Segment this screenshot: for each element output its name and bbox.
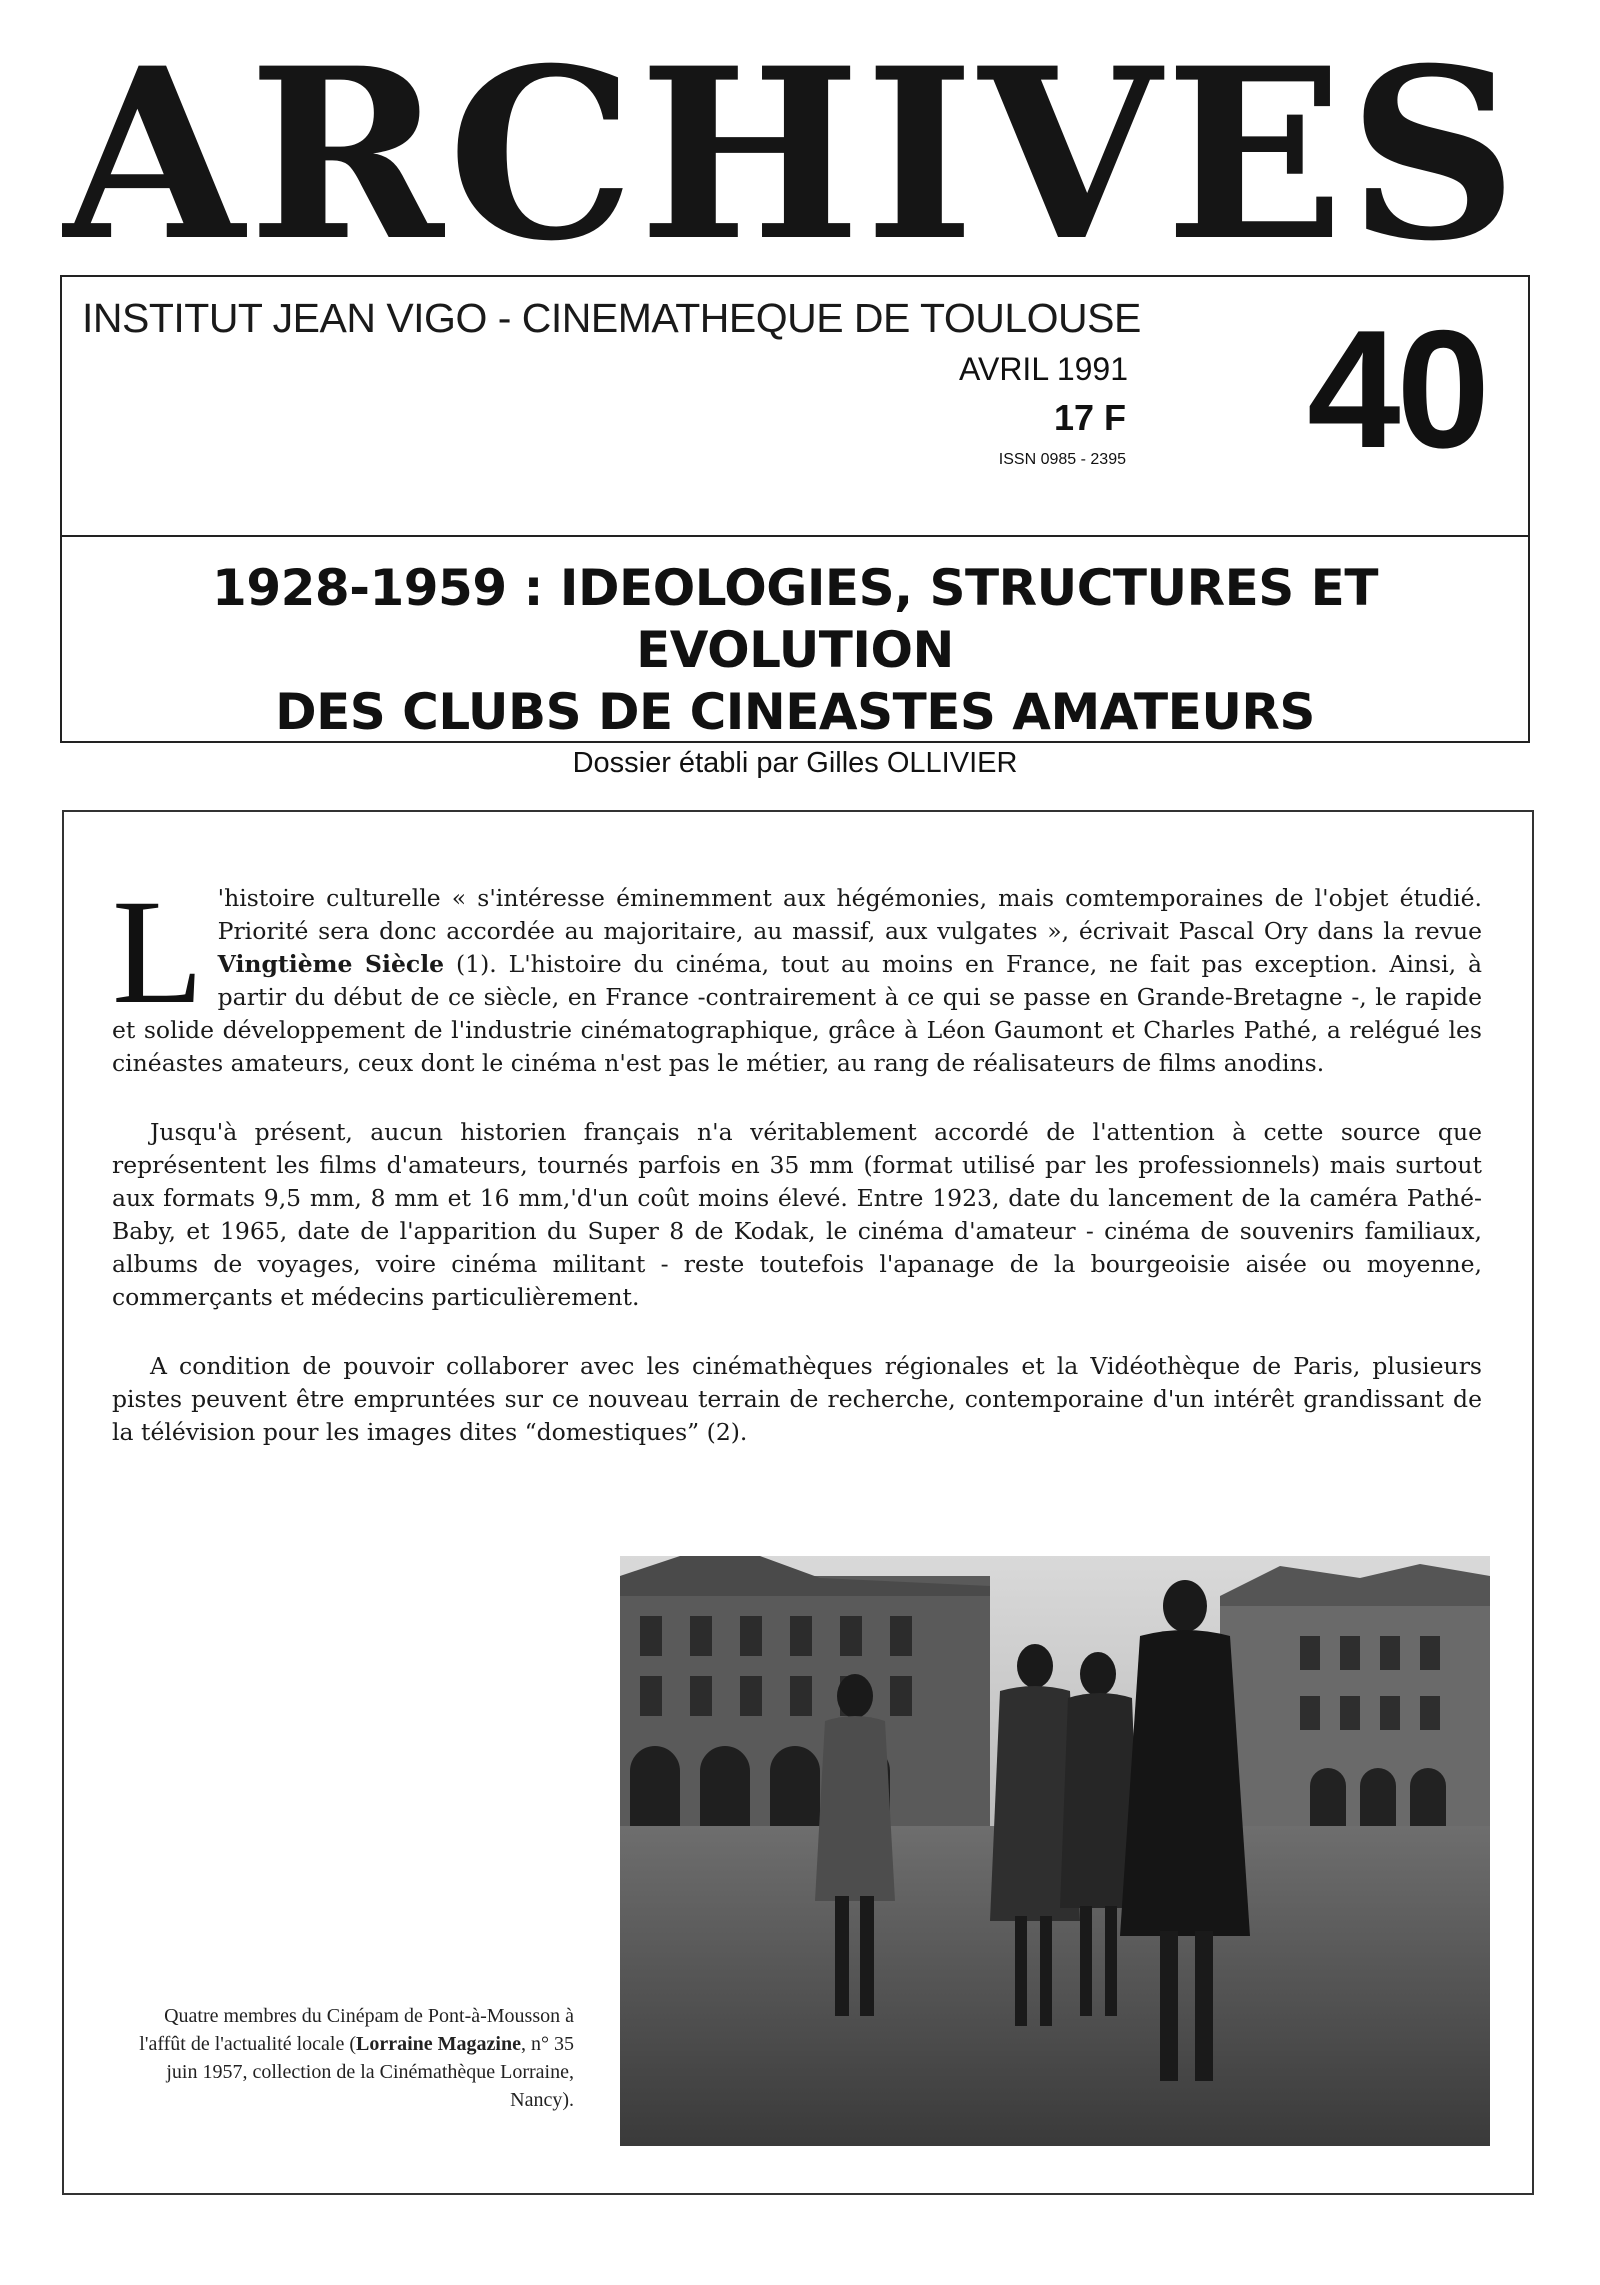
- issue-date: AVRIL 1991: [959, 351, 1128, 387]
- dossier-title-line-1: 1928-1959 : IDEOLOGIES, STRUCTURES ET EVOLUTION: [212, 559, 1378, 679]
- dossier-title-box: [60, 537, 1530, 779]
- archive-photo: [620, 1556, 1490, 2146]
- dossier-title-line-2: DES CLUBS DE CINEASTES AMATEURS: [275, 683, 1315, 741]
- article-text: [112, 869, 1482, 1485]
- article-frame: [62, 810, 1534, 2195]
- header-box: [60, 275, 1530, 537]
- photo-illustration: [620, 1556, 1490, 2146]
- article-paragraph-1: [112, 869, 1482, 1080]
- drop-cap: L: [112, 869, 204, 1035]
- caption-magazine: Lorraine Magazine: [356, 2033, 521, 2055]
- paragraph-1-text-a: 'histoire culturelle « s'intéresse éminemment aux hégémonies, mais comtemporaines de l'objet étudié. Priorité sera donc accordée au majoritaire, au massif, aux vulgates », écrivait Pascal Ory dans la revue: [217, 884, 1482, 945]
- caption-text-a: Quatre membres du Cinépam de Pont-à-Mousson à l'affût de l'actualité locale (: [139, 2005, 574, 2055]
- issue-number: 40: [1307, 295, 1486, 483]
- masthead-title: ARCHIVES: [62, 40, 1522, 270]
- institute-name: INSTITUT JEAN VIGO - CINEMATHEQUE DE TOULOUSE: [82, 295, 1141, 341]
- issn: ISSN 0985 - 2395: [998, 451, 1126, 468]
- caption-text-b: , n° 35 juin 1957, collection de la Cinémathèque Lorraine, Nancy).: [166, 2033, 574, 2111]
- article-paragraph-3: A condition de pouvoir collaborer avec les cinémathèques régionales et la Vidéothèque de Paris, plusieurs pistes peuvent être empruntées sur ce nouveau terrain de recherche, contemporaine d'un intérêt grandissant de la télévision pour les images dites “domestiques” (2).: [112, 1352, 1482, 1446]
- issue-price: 17 F: [1053, 397, 1126, 438]
- dossier-byline: Dossier établi par Gilles OLLIVIER: [572, 747, 1018, 779]
- journal-title: Vingtième Siècle: [217, 950, 445, 978]
- photo-caption: [114, 2002, 574, 2114]
- article-paragraph-2: Jusqu'à présent, aucun historien français n'a véritablement accordé de l'attention à cette source que représentent les films d'amateurs, tournés parfois en 35 mm (format utilisé par les professionnels) mais surtout aux formats 9,5 mm, 8 mm et 16 mm,'d'un coût moins élevé. Entre 1923, date du lancement de la caméra Pathé-Baby, et 1965, date de l'apparition du Super 8 de Kodak, le cinéma d'amateur - cinéma de souvenirs familiaux, albums de voyages, voire cinéma militant - reste toutefois l'apanage de la bourgeoisie aisée ou moyenne, commerçants et médecins particulièrement.: [112, 1118, 1482, 1311]
- paragraph-1-text-b: (1). L'histoire du cinéma, tout au moins en France, ne fait pas exception. Ainsi, à partir du début de ce siècle, en France -contrairement à ce qui se passe en Grande-Bretagne -, le rapide et solide développement de l'industrie cinématographique, grâce à Léon Gaumont et Charles Pathé, a relégué les cinéastes amateurs, ceux dont le cinéma n'est pas le métier, au rang de réalisateurs de films anodins.: [112, 950, 1482, 1077]
